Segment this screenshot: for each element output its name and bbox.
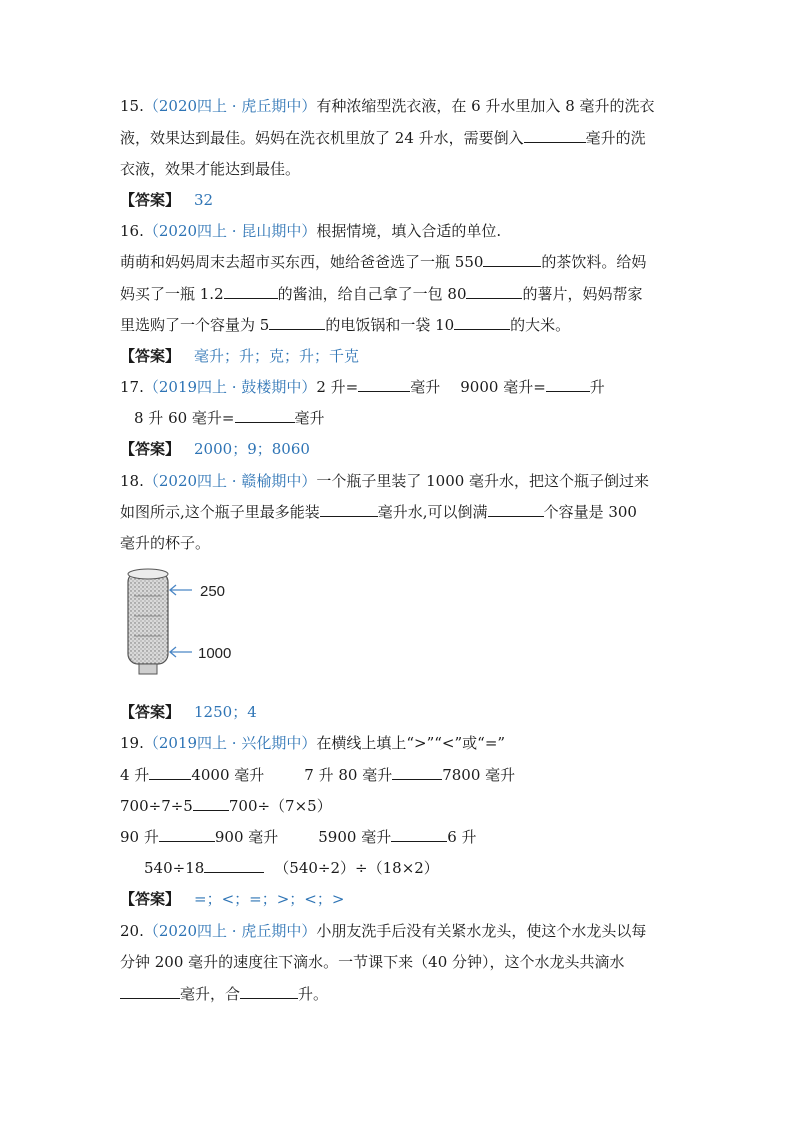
q20-text-1: 小朋友洗手后没有关紧水龙头，使这个水龙头以每 [316, 922, 647, 940]
q15-number: 15. [120, 97, 144, 115]
q16-source: （2020四上 · 昆山期中） [143, 222, 317, 240]
q15-text-4: 衣液，效果才能达到最佳。 [120, 160, 301, 178]
answer-blank[interactable] [488, 502, 544, 517]
q18-text-4: 个容量是 300 [543, 503, 637, 521]
q20-line-3 [120, 984, 328, 1004]
q16-text-3: 的茶饮料。给妈 [541, 253, 647, 271]
q16-line-4 [120, 315, 570, 335]
answer-blank[interactable] [358, 377, 410, 392]
q19-line-1 [120, 733, 505, 753]
q18-source: （2020四上 · 赣榆期中） [143, 472, 317, 490]
q15-answer [120, 190, 213, 210]
q20-source: （2020四上 · 虎丘期中） [143, 922, 317, 940]
q18-text-2: 如图所示,这个瓶子里最多能装 [120, 503, 320, 521]
q19-number: 19. [120, 734, 144, 752]
q17-text-6: 毫升 [294, 409, 325, 427]
answer-blank[interactable] [149, 765, 191, 780]
q16-line-2 [120, 252, 646, 272]
q15-text-2: 液，效果达到最佳。妈妈在洗衣机里放了 24 升水，需要倒入 [120, 129, 524, 147]
q19-text-13: （540÷2）÷（18×2） [274, 859, 439, 877]
q17-answer [120, 439, 310, 459]
q16-text-7: 里选购了一个容量为 5 [120, 316, 270, 334]
q16-text-1: 根据情境，填入合适的单位. [316, 222, 502, 240]
bottle-figure [122, 566, 252, 678]
q18-line-2 [120, 502, 637, 522]
answer-blank[interactable] [454, 315, 510, 330]
q19-text-9: 900 毫升 [214, 828, 279, 846]
answer-blank[interactable] [159, 827, 215, 842]
answer-blank[interactable] [391, 827, 447, 842]
q16-text-2: 萌萌和妈妈周末去超市买东西，她给爸爸选了一瓶 550 [120, 253, 484, 271]
q16-text-9: 的大米。 [510, 316, 571, 334]
q18-number: 18. [120, 472, 144, 490]
q20-text-4: 升。 [298, 985, 329, 1003]
level-label-1000: 1000 [198, 645, 232, 662]
q19-text-5: 7800 毫升 [442, 766, 516, 784]
q18-answer [120, 702, 257, 722]
answer-value: 1250；4 [194, 703, 257, 721]
q19-text-10: 5900 毫升 [318, 828, 392, 846]
q16-text-4: 妈买了一瓶 1.2 [120, 285, 224, 303]
q18-text-3: 毫升水,可以倒满 [377, 503, 488, 521]
answer-label: 【答案】 [120, 191, 181, 209]
q18-text-1: 一个瓶子里装了 1000 毫升水，把这个瓶子倒过来 [316, 472, 650, 490]
q19-text-8: 90 升 [120, 828, 159, 846]
q19-row-4 [144, 858, 439, 878]
q19-text-2: 4 升 [120, 766, 150, 784]
q16-answer [120, 346, 359, 366]
q20-line-1 [120, 921, 646, 941]
q17-text-5: 8 升 60 毫升= [134, 409, 235, 427]
q19-text-6: 700÷7÷5 [120, 797, 193, 815]
answer-blank[interactable] [235, 408, 295, 423]
bottle-icon [128, 569, 168, 674]
answer-blank[interactable] [483, 252, 541, 267]
q16-line-3 [120, 284, 643, 304]
q16-text-8: 的电饭锅和一袋 10 [325, 316, 455, 334]
q18-line-1 [120, 471, 649, 491]
q19-text-11: 6 升 [447, 828, 477, 846]
answer-label: 【答案】 [120, 347, 181, 365]
q16-line-1 [120, 221, 501, 241]
q18-text-5: 毫升的杯子。 [120, 534, 211, 552]
q15-line-3 [120, 159, 300, 179]
q17-source: （2019四上 · 鼓楼期中） [143, 378, 317, 396]
q16-number: 16. [120, 222, 144, 240]
q19-source: （2019四上 · 兴化期中） [143, 734, 317, 752]
q17-line-1 [120, 377, 605, 397]
answer-blank[interactable] [320, 502, 378, 517]
arrow-icon [170, 585, 192, 595]
answer-label: 【答案】 [120, 890, 181, 908]
q16-text-6: 的薯片，妈妈帮家 [522, 285, 643, 303]
q17-text-2: 毫升 [410, 378, 441, 396]
answer-label: 【答案】 [120, 440, 181, 458]
answer-blank[interactable] [546, 377, 590, 392]
answer-blank[interactable] [269, 315, 325, 330]
q19-row-1 [120, 765, 515, 785]
q17-line-2 [134, 408, 325, 428]
answer-value: 32 [194, 191, 214, 209]
q20-number: 20. [120, 922, 144, 940]
q15-line-2 [120, 128, 646, 148]
q19-row-3 [120, 827, 477, 847]
q20-text-3: 毫升，合 [180, 985, 241, 1003]
answer-label: 【答案】 [120, 703, 181, 721]
q19-text-1: 在横线上填上“>”“<”或“=” [316, 734, 506, 752]
answer-blank[interactable] [524, 128, 586, 143]
answer-value: =；<；=；>；<；> [194, 890, 345, 908]
answer-blank[interactable] [224, 284, 278, 299]
q17-number: 17. [120, 378, 144, 396]
q16-text-5: 的酱油，给自己拿了一包 80 [277, 285, 467, 303]
level-label-250: 250 [200, 583, 226, 600]
q19-row-2 [120, 796, 332, 816]
q17-text-4: 升 [589, 378, 605, 396]
q17-text-3: 9000 毫升= [460, 378, 546, 396]
q20-text-2: 分钟 200 毫升的速度往下滴水。一节课下来（40 分钟），这个水龙头共滴水 [120, 953, 625, 971]
q20-line-2 [120, 952, 625, 972]
q17-text-1: 2 升= [316, 378, 359, 396]
q18-line-3 [120, 533, 210, 553]
answer-blank[interactable] [466, 284, 522, 299]
q19-text-4: 7 升 80 毫升 [304, 766, 393, 784]
q19-answer [120, 889, 344, 909]
q15-text-3: 毫升的洗 [585, 129, 646, 147]
q19-text-7: 700÷（7×5） [228, 797, 332, 815]
q15-text-1: 有种浓缩型洗衣液，在 6 升水里加入 8 毫升的洗衣 [316, 97, 655, 115]
arrow-icon [170, 647, 192, 657]
q15-line-1 [120, 96, 655, 116]
answer-blank[interactable] [204, 858, 264, 873]
answer-value: 2000；9；8060 [194, 440, 310, 458]
answer-value: 毫升；升；克；升；千克 [194, 347, 360, 365]
q19-text-12: 540÷18 [144, 859, 205, 877]
answer-blank[interactable] [193, 796, 229, 811]
answer-blank[interactable] [392, 765, 442, 780]
answer-blank[interactable] [240, 984, 298, 999]
answer-blank[interactable] [120, 984, 180, 999]
q19-text-3: 4000 毫升 [191, 766, 265, 784]
q15-source: （2020四上 · 虎丘期中） [143, 97, 317, 115]
